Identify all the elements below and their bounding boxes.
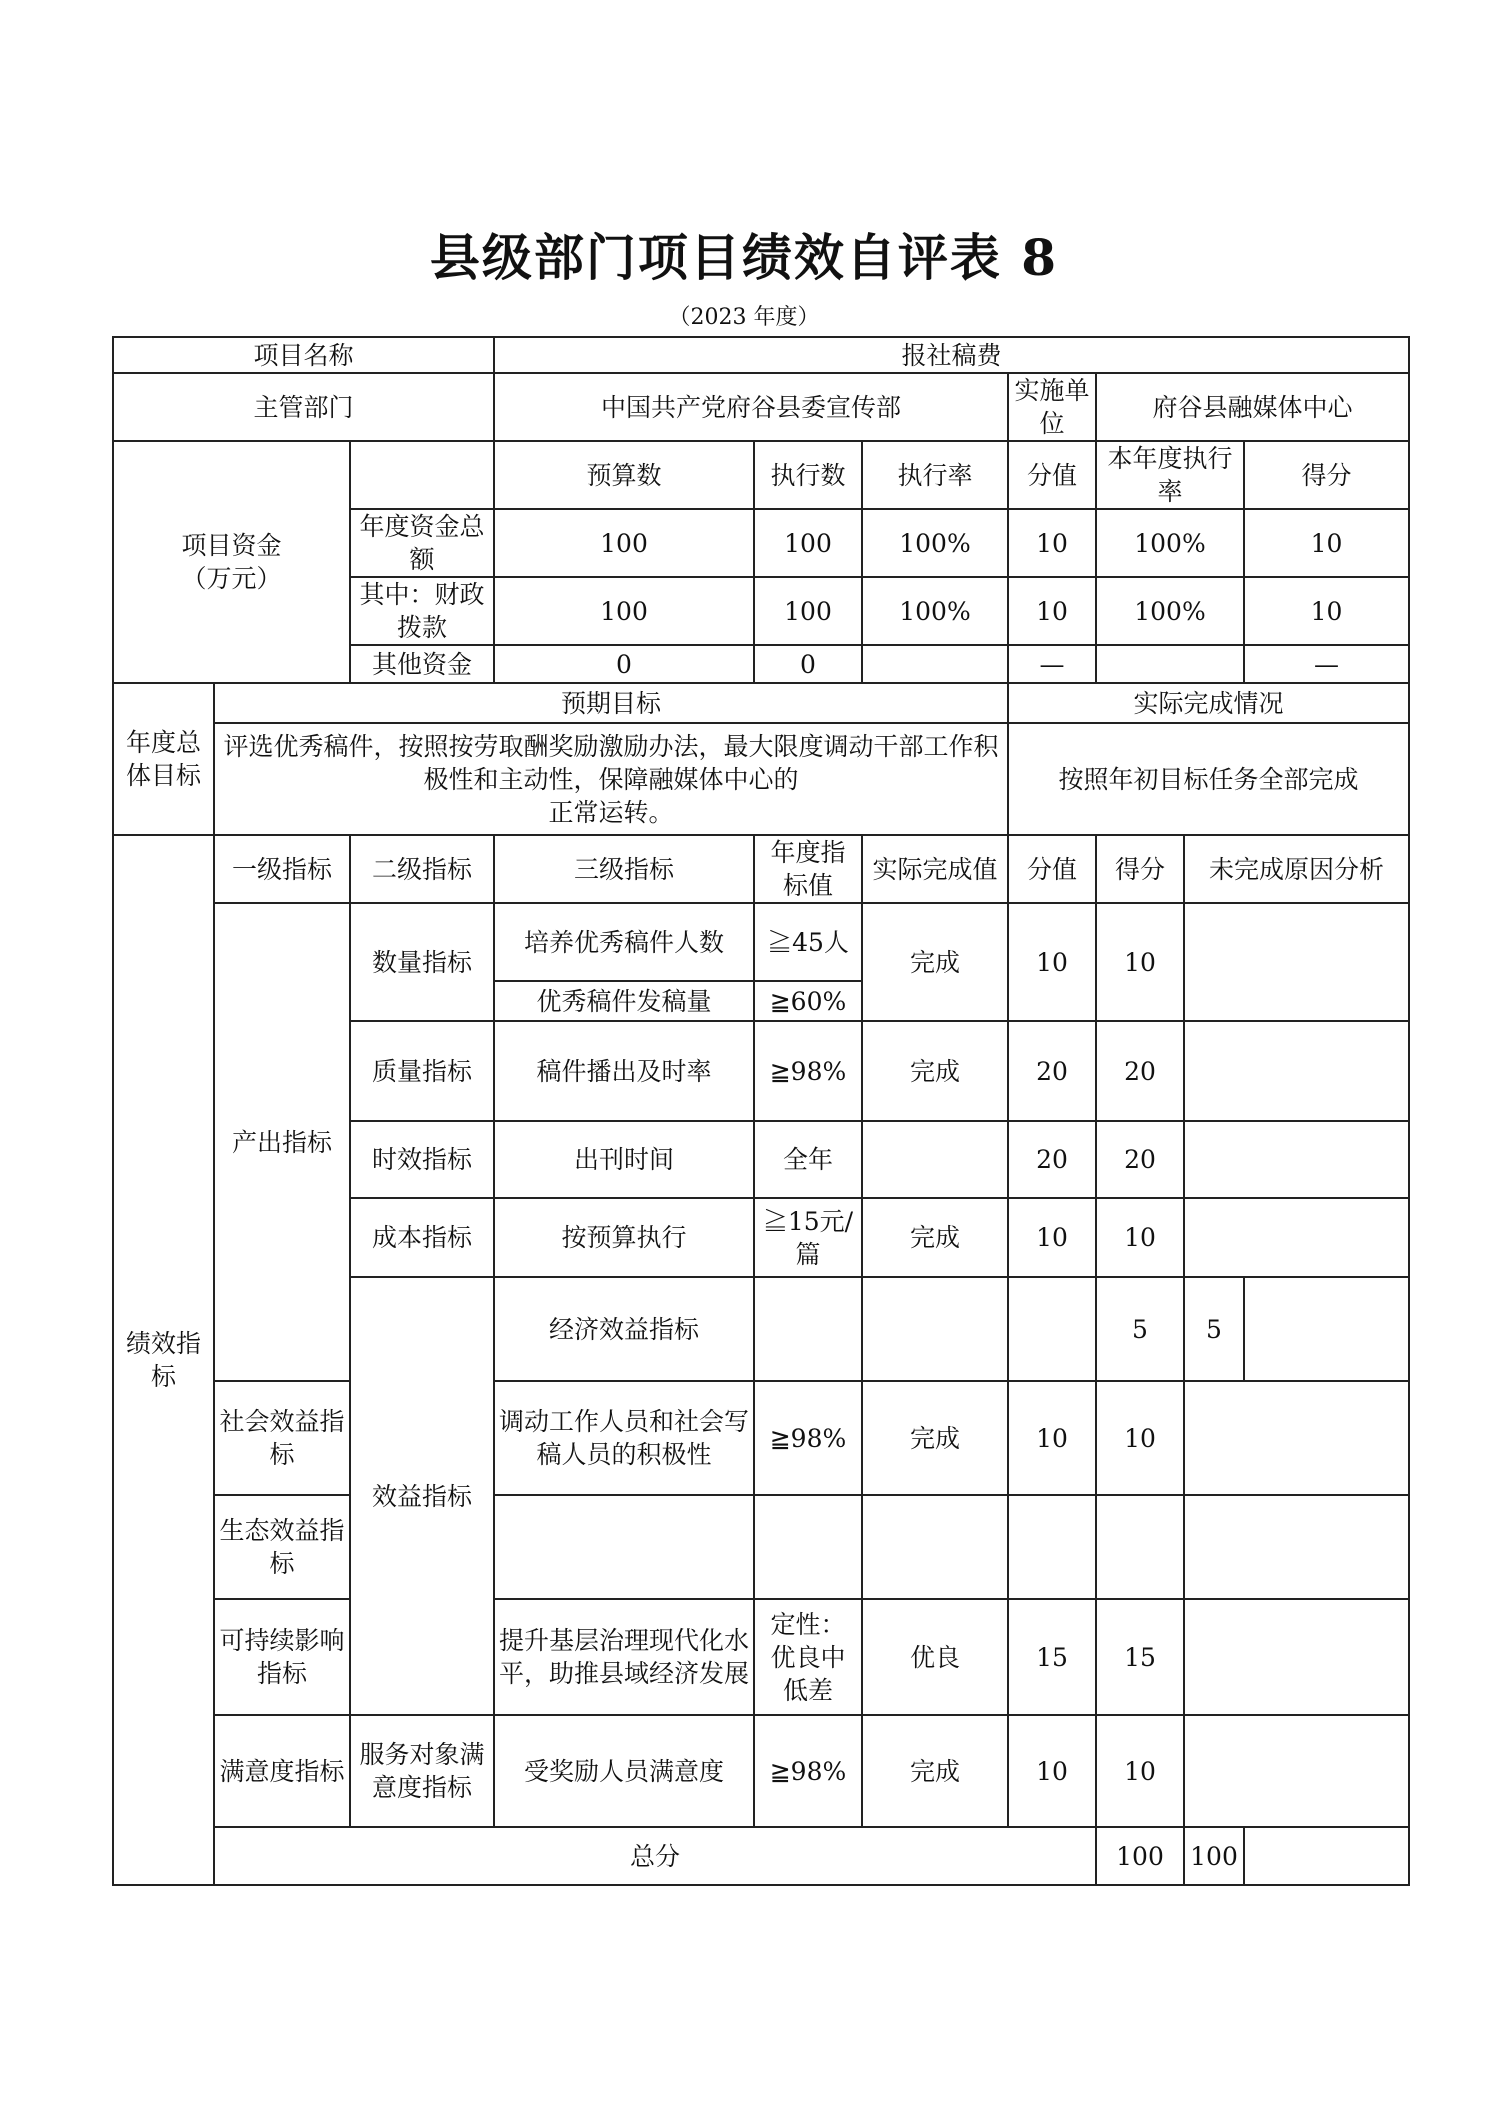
funds-row-label: 其他资金	[350, 645, 494, 683]
score-value: 10	[1008, 1198, 1096, 1277]
level2-indicator: 时效指标	[350, 1121, 494, 1198]
score: 10	[1096, 1715, 1184, 1827]
target-value: ≧45人	[754, 903, 862, 981]
actual-value: 完成	[862, 903, 1008, 1021]
level3-indicator: 按预算执行	[494, 1198, 754, 1277]
level3-indicator: 培养优秀稿件人数	[494, 903, 754, 981]
level3-indicator: 优秀稿件发稿量	[494, 981, 754, 1021]
target-value	[754, 1495, 862, 1599]
reason	[1184, 1021, 1409, 1121]
actual-value: 完成	[862, 1715, 1008, 1827]
actual-value	[862, 1495, 1008, 1599]
header-score-value: 分值	[1008, 835, 1096, 903]
target-value: ≧60%	[754, 981, 862, 1021]
level3-indicator: 调动工作人员和社会写稿人员的积极性	[494, 1381, 754, 1495]
self-evaluation-table	[112, 336, 1410, 1886]
header-reason: 未完成原因分析	[1184, 835, 1409, 903]
header-level2: 二级指标	[350, 835, 494, 903]
funds-score: 10	[1244, 577, 1409, 645]
actual-value	[862, 1121, 1008, 1198]
funds-executed: 0	[754, 645, 862, 683]
actual-value: 优良	[862, 1599, 1008, 1715]
funds-header-score-value: 分值	[1008, 441, 1096, 509]
page-title: 县级部门项目绩效自评表 8	[429, 228, 1059, 287]
total-score: 100	[1184, 1827, 1244, 1885]
score: 10	[1096, 903, 1184, 1021]
reason	[1184, 1121, 1409, 1198]
level3-indicator: 出刊时间	[494, 1121, 754, 1198]
funds-score-value: 10	[1008, 577, 1096, 645]
total-label: 总分	[214, 1827, 1096, 1885]
funds-header-budget: 预算数	[494, 441, 754, 509]
score-value: 20	[1008, 1021, 1096, 1121]
funds-rate	[862, 645, 1008, 683]
funds-annual-rate: 100%	[1096, 509, 1244, 577]
funds-budget: 100	[494, 577, 754, 645]
project-name: 报社稿费	[494, 337, 1409, 373]
indicator-row	[113, 1495, 1409, 1599]
actual-value	[1008, 1277, 1096, 1381]
funds-annual-rate: 100%	[1096, 577, 1244, 645]
fiscal-year: （2023 年度）	[668, 305, 820, 330]
level3-indicator	[494, 1495, 754, 1599]
score: 20	[1096, 1121, 1184, 1198]
output-indicators-label: 产出指标	[214, 903, 350, 1381]
funds-header-blank	[350, 441, 494, 509]
header-level3: 三级指标	[494, 835, 754, 903]
reason	[1184, 1198, 1409, 1277]
score-value: 20	[1008, 1121, 1096, 1198]
department: 中国共产党府谷县委宣传部	[494, 373, 1008, 441]
funds-row-label: 年度资金总额	[350, 509, 494, 577]
target-value: ≧98%	[754, 1021, 862, 1121]
score-value: 10	[1008, 1381, 1096, 1495]
funds-executed: 100	[754, 577, 862, 645]
score: 15	[1096, 1599, 1184, 1715]
actual-value: 完成	[862, 1198, 1008, 1277]
target-value: 全年	[754, 1121, 862, 1198]
indicator-row	[113, 903, 1409, 981]
actual-value: 完成	[862, 1381, 1008, 1495]
funds-score: —	[1244, 645, 1409, 683]
actual-completion-header: 实际完成情况	[1008, 683, 1409, 723]
header-level1: 一级指标	[214, 835, 350, 903]
funds-label: 项目资金 （万元）	[113, 441, 350, 683]
indicator-row	[113, 1599, 1409, 1715]
target-value: 定性：优良中低差	[754, 1599, 862, 1715]
level2-indicator: 质量指标	[350, 1021, 494, 1121]
indicator-row	[113, 1715, 1409, 1827]
funds-budget: 100	[494, 509, 754, 577]
benefit-indicators-label: 效益指标	[350, 1277, 494, 1715]
reason	[1184, 903, 1409, 1021]
funds-score-value: —	[1008, 645, 1096, 683]
target-value	[862, 1277, 1008, 1381]
funds-score-value: 10	[1008, 509, 1096, 577]
total-reason	[1244, 1827, 1409, 1885]
level3-indicator: 提升基层治理现代化水平，助推县域经济发展	[494, 1599, 754, 1715]
funds-header-rate: 执行率	[862, 441, 1008, 509]
funds-rate: 100%	[862, 577, 1008, 645]
funds-budget: 0	[494, 645, 754, 683]
satisfaction-indicators-label: 满意度指标	[214, 1715, 350, 1827]
reason	[1184, 1495, 1409, 1599]
funds-executed: 100	[754, 509, 862, 577]
header-score: 得分	[1096, 835, 1184, 903]
score: 5	[1184, 1277, 1244, 1381]
level2-indicator: 数量指标	[350, 903, 494, 1021]
performance-indicators-label: 绩效指标	[113, 835, 214, 1885]
project-name-label: 项目名称	[113, 337, 494, 373]
level2-indicator: 可持续影响指标	[214, 1599, 350, 1715]
department-label: 主管部门	[113, 373, 494, 441]
total-score-value: 100	[1096, 1827, 1184, 1885]
indicator-row	[113, 1381, 1409, 1495]
reason	[1184, 1599, 1409, 1715]
score-value: 15	[1008, 1599, 1096, 1715]
score: 20	[1096, 1021, 1184, 1121]
level2-indicator: 生态效益指标	[214, 1495, 350, 1599]
level3-indicator	[754, 1277, 862, 1381]
actual-value: 完成	[862, 1021, 1008, 1121]
score: 10	[1096, 1381, 1184, 1495]
target-value: ≧98%	[754, 1381, 862, 1495]
score-value: 10	[1008, 903, 1096, 1021]
reason	[1244, 1277, 1409, 1381]
score-value	[1008, 1495, 1096, 1599]
level2-indicator: 社会效益指标	[214, 1381, 350, 1495]
score: 10	[1096, 1198, 1184, 1277]
funds-annual-rate	[1096, 645, 1244, 683]
funds-rate: 100%	[862, 509, 1008, 577]
level2-indicator: 经济效益指标	[494, 1277, 754, 1381]
target-value: ≧98%	[754, 1715, 862, 1827]
level3-indicator: 受奖励人员满意度	[494, 1715, 754, 1827]
reason	[1184, 1715, 1409, 1827]
level3-indicator: 稿件播出及时率	[494, 1021, 754, 1121]
target-value: ≧15元/篇	[754, 1198, 862, 1277]
funds-header-executed: 执行数	[754, 441, 862, 509]
funds-header-score: 得分	[1244, 441, 1409, 509]
expected-goal-header: 预期目标	[214, 683, 1008, 723]
level2-indicator: 服务对象满意度指标	[350, 1715, 494, 1827]
actual-completion-text: 按照年初目标任务全部完成	[1008, 723, 1409, 835]
total-row	[113, 1827, 1409, 1885]
header-actual: 实际完成值	[862, 835, 1008, 903]
level2-indicator: 成本指标	[350, 1198, 494, 1277]
reason	[1184, 1381, 1409, 1495]
header-target: 年度指标值	[754, 835, 862, 903]
annual-goal-label: 年度总体目标	[113, 683, 214, 835]
score	[1096, 1495, 1184, 1599]
score-value: 10	[1008, 1715, 1096, 1827]
implementing-unit-label: 实施单位	[1008, 373, 1096, 441]
expected-goal-text: 评选优秀稿件，按照按劳取酬奖励激励办法，最大限度调动干部工作积极性和主动性，保障融媒体中心的 正常运转。	[214, 723, 1008, 835]
funds-header-annual-rate: 本年度执行率	[1096, 441, 1244, 509]
funds-score: 10	[1244, 509, 1409, 577]
funds-row-label: 其中：财政拨款	[350, 577, 494, 645]
score-value: 5	[1096, 1277, 1184, 1381]
implementing-unit: 府谷县融媒体中心	[1096, 373, 1409, 441]
